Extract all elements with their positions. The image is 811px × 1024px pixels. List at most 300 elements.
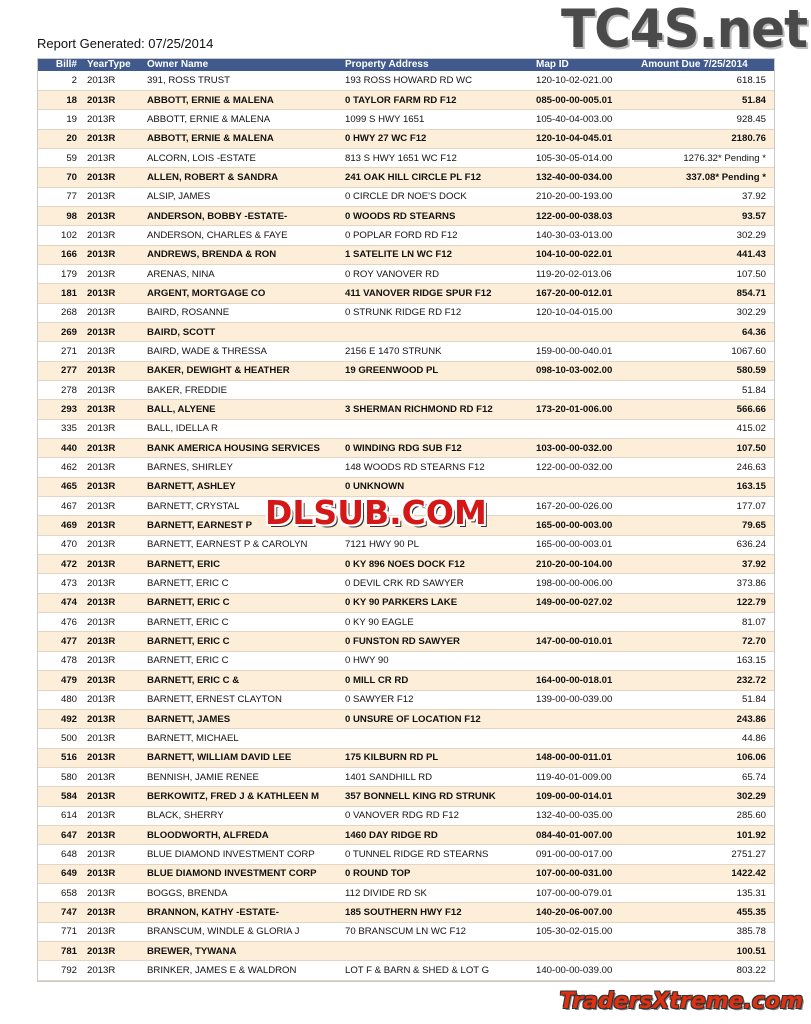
cell-year: 2013R [85, 110, 145, 129]
table-row [38, 555, 774, 574]
cell-bill: 278 [38, 381, 85, 400]
cell-amount-due: 415.02 [639, 419, 774, 438]
column-header-bill: Bill# [55, 59, 77, 70]
cell-address: 0 STRUNK RIDGE RD F12 [343, 303, 534, 322]
cell-address: 241 OAK HILL CIRCLE PL F12 [343, 168, 534, 187]
cell-year: 2013R [85, 651, 145, 670]
cell-amount-due: 373.86 [639, 574, 774, 593]
cell-map-id: 098-10-03-002.00 [534, 361, 639, 380]
cell-address: 112 DIVIDE RD SK [343, 883, 534, 902]
cell-address: 7121 HWY 90 PL [343, 535, 534, 554]
cell-year: 2013R [85, 825, 145, 844]
cell-amount-due: 1067.60 [639, 342, 774, 361]
cell-amount-due: 72.70 [639, 632, 774, 651]
table-row [38, 941, 774, 960]
cell-owner: BANK AMERICA HOUSING SERVICES [145, 439, 343, 458]
cell-owner: BARNETT, ERIC C & [145, 671, 343, 690]
tc4s-logo-watermark: TC4S.net [560, 0, 807, 60]
cell-map-id: 167-20-00-012.01 [534, 284, 639, 303]
cell-year: 2013R [85, 613, 145, 632]
table-row [38, 148, 774, 167]
cell-year: 2013R [85, 264, 145, 283]
cell-owner: ALCORN, LOIS -ESTATE [145, 148, 343, 167]
cell-year: 2013R [85, 226, 145, 245]
cell-owner: BOGGS, BRENDA [145, 883, 343, 902]
cell-amount-due: 37.92 [639, 187, 774, 206]
cell-bill: 747 [38, 903, 85, 922]
cell-bill: 335 [38, 419, 85, 438]
cell-amount-due: 337.08* Pending * [639, 168, 774, 187]
cell-year: 2013R [85, 806, 145, 825]
cell-address: 19 GREENWOOD PL [343, 361, 534, 380]
cell-bill: 269 [38, 322, 85, 341]
cell-map-id: 165-00-00-003.01 [534, 535, 639, 554]
cell-bill: 771 [38, 922, 85, 941]
cell-amount-due: 64.36 [639, 322, 774, 341]
cell-map-id [534, 709, 639, 728]
cell-amount-due: 44.86 [639, 729, 774, 748]
table-row [38, 806, 774, 825]
table-row [38, 303, 774, 322]
cell-bill: 614 [38, 806, 85, 825]
cell-amount-due: 1422.42 [639, 864, 774, 883]
table-row [38, 419, 774, 438]
cell-year: 2013R [85, 129, 145, 148]
cell-year: 2013R [85, 497, 145, 516]
cell-year: 2013R [85, 168, 145, 187]
cell-owner: BARNETT, EARNEST P & CAROLYN [145, 535, 343, 554]
cell-map-id: 120-10-02-021.00 [534, 71, 639, 90]
cell-owner: BLACK, SHERRY [145, 806, 343, 825]
cell-owner: BREWER, TYWANA [145, 941, 343, 960]
cell-bill: 20 [38, 129, 85, 148]
cell-year: 2013R [85, 381, 145, 400]
cell-owner: BRANNON, KATHY -ESTATE- [145, 903, 343, 922]
cell-bill: 166 [38, 245, 85, 264]
cell-owner: BARNETT, CRYSTAL [145, 497, 343, 516]
cell-map-id [534, 477, 639, 496]
cell-owner: BAIRD, SCOTT [145, 322, 343, 341]
cell-address: 0 KY 896 NOES DOCK F12 [343, 555, 534, 574]
cell-address: 0 MILL CR RD [343, 671, 534, 690]
cell-year: 2013R [85, 477, 145, 496]
cell-address: 148 WOODS RD STEARNS F12 [343, 458, 534, 477]
table-row [38, 961, 774, 980]
cell-year: 2013R [85, 245, 145, 264]
cell-map-id: 120-10-04-045.01 [534, 129, 639, 148]
cell-bill: 500 [38, 729, 85, 748]
cell-bill: 19 [38, 110, 85, 129]
cell-amount-due: 580.59 [639, 361, 774, 380]
cell-amount-due: 122.79 [639, 593, 774, 612]
cell-year: 2013R [85, 516, 145, 535]
cell-amount-due: 246.63 [639, 458, 774, 477]
cell-amount-due: 455.35 [639, 903, 774, 922]
cell-address: 0 UNSURE OF LOCATION F12 [343, 709, 534, 728]
cell-owner: ANDREWS, BRENDA & RON [145, 245, 343, 264]
table-row [38, 845, 774, 864]
cell-bill: 179 [38, 264, 85, 283]
cell-owner: 391, ROSS TRUST [145, 71, 343, 90]
cell-map-id: 103-00-00-032.00 [534, 439, 639, 458]
cell-address: 357 BONNELL KING RD STRUNK [343, 787, 534, 806]
cell-bill: 478 [38, 651, 85, 670]
cell-year: 2013R [85, 883, 145, 902]
table-row [38, 245, 774, 264]
cell-year: 2013R [85, 303, 145, 322]
table-row [38, 787, 774, 806]
cell-owner: ANDERSON, BOBBY -ESTATE- [145, 206, 343, 225]
table-row [38, 168, 774, 187]
cell-bill: 479 [38, 671, 85, 690]
cell-amount-due: 81.07 [639, 613, 774, 632]
cell-owner: BARNETT, ERIC C [145, 593, 343, 612]
cell-owner: ABBOTT, ERNIE & MALENA [145, 90, 343, 109]
column-header-amount-due: Amount Due 7/25/2014 [641, 59, 748, 70]
cell-bill: 18 [38, 90, 85, 109]
cell-address: 0 KY 90 PARKERS LAKE [343, 593, 534, 612]
cell-map-id: 149-00-00-027.02 [534, 593, 639, 612]
cell-address: 0 DEVIL CRK RD SAWYER [343, 574, 534, 593]
cell-bill: 649 [38, 864, 85, 883]
cell-owner: BARNETT, MICHAEL [145, 729, 343, 748]
cell-bill: 98 [38, 206, 85, 225]
table-row [38, 110, 774, 129]
column-header-owner: Owner Name [147, 59, 209, 70]
cell-map-id: 105-30-02-015.00 [534, 922, 639, 941]
cell-map-id: 140-30-03-013.00 [534, 226, 639, 245]
cell-address: 813 S HWY 1651 WC F12 [343, 148, 534, 167]
cell-bill: 467 [38, 497, 85, 516]
column-header-year: YearType [87, 59, 131, 70]
cell-owner: ARENAS, NINA [145, 264, 343, 283]
cell-map-id: 119-40-01-009.00 [534, 767, 639, 786]
cell-address: 0 WOODS RD STEARNS [343, 206, 534, 225]
cell-map-id: 147-00-00-010.01 [534, 632, 639, 651]
cell-bill: 473 [38, 574, 85, 593]
cell-amount-due: 51.84 [639, 90, 774, 109]
cell-address: 0 TAYLOR FARM RD F12 [343, 90, 534, 109]
cell-owner: ALLEN, ROBERT & SANDRA [145, 168, 343, 187]
cell-map-id [534, 613, 639, 632]
cell-year: 2013R [85, 284, 145, 303]
cell-year: 2013R [85, 148, 145, 167]
table-row [38, 361, 774, 380]
cell-address: 0 FUNSTON RD SAWYER [343, 632, 534, 651]
cell-year: 2013R [85, 671, 145, 690]
cell-address: 193 ROSS HOWARD RD WC [343, 71, 534, 90]
cell-bill: 584 [38, 787, 85, 806]
cell-bill: 781 [38, 941, 85, 960]
cell-map-id: 139-00-00-039.00 [534, 690, 639, 709]
cell-amount-due: 51.84 [639, 690, 774, 709]
cell-amount-due: 37.92 [639, 555, 774, 574]
cell-amount-due: 928.45 [639, 110, 774, 129]
cell-amount-due: 302.29 [639, 303, 774, 322]
cell-address: 3 SHERMAN RICHMOND RD F12 [343, 400, 534, 419]
cell-amount-due: 101.92 [639, 825, 774, 844]
cell-amount-due: 106.06 [639, 748, 774, 767]
table-row [38, 458, 774, 477]
cell-year: 2013R [85, 535, 145, 554]
table-row [38, 671, 774, 690]
cell-amount-due: 163.15 [639, 477, 774, 496]
cell-amount-due: 441.43 [639, 245, 774, 264]
cell-address [343, 322, 534, 341]
cell-amount-due: 854.71 [639, 284, 774, 303]
cell-amount-due: 566.66 [639, 400, 774, 419]
cell-bill: 293 [38, 400, 85, 419]
cell-owner: BAKER, FREDDIE [145, 381, 343, 400]
cell-map-id [534, 729, 639, 748]
cell-owner: BALL, IDELLA R [145, 419, 343, 438]
cell-owner: BARNETT, ERIC C [145, 651, 343, 670]
cell-map-id: 091-00-00-017.00 [534, 845, 639, 864]
report-generated-date: Report Generated: 07/25/2014 [37, 36, 214, 51]
cell-year: 2013R [85, 748, 145, 767]
cell-owner: BLOODWORTH, ALFREDA [145, 825, 343, 844]
table-row [38, 883, 774, 902]
cell-owner: BARNETT, JAMES [145, 709, 343, 728]
cell-address: 70 BRANSCUM LN WC F12 [343, 922, 534, 941]
cell-bill: 480 [38, 690, 85, 709]
cell-bill: 792 [38, 961, 85, 980]
cell-address: 0 UNKNOWN [343, 477, 534, 496]
cell-bill: 277 [38, 361, 85, 380]
cell-year: 2013R [85, 709, 145, 728]
cell-map-id: 164-00-00-018.01 [534, 671, 639, 690]
cell-owner: BARNES, SHIRLEY [145, 458, 343, 477]
table-row [38, 71, 774, 90]
cell-address [343, 941, 534, 960]
cell-owner: ARGENT, MORTGAGE CO [145, 284, 343, 303]
cell-year: 2013R [85, 342, 145, 361]
cell-year: 2013R [85, 845, 145, 864]
cell-bill: 648 [38, 845, 85, 864]
column-header-map-id: Map ID [536, 59, 569, 70]
cell-owner: ABBOTT, ERNIE & MALENA [145, 129, 343, 148]
table-row [38, 400, 774, 419]
cell-year: 2013R [85, 361, 145, 380]
cell-year: 2013R [85, 593, 145, 612]
cell-address: 411 VANOVER RIDGE SPUR F12 [343, 284, 534, 303]
cell-map-id: 120-10-04-015.00 [534, 303, 639, 322]
cell-map-id: 198-00-00-006.00 [534, 574, 639, 593]
cell-map-id: 173-20-01-006.00 [534, 400, 639, 419]
cell-map-id [534, 381, 639, 400]
cell-year: 2013R [85, 555, 145, 574]
cell-owner: ABBOTT, ERNIE & MALENA [145, 110, 343, 129]
cell-owner: BRINKER, JAMES E & WALDRON [145, 961, 343, 980]
table-row [38, 825, 774, 844]
cell-bill: 271 [38, 342, 85, 361]
cell-bill: 580 [38, 767, 85, 786]
cell-map-id: 105-40-04-003.00 [534, 110, 639, 129]
cell-map-id: 085-00-00-005.01 [534, 90, 639, 109]
cell-address: 0 TUNNEL RIDGE RD STEARNS [343, 845, 534, 864]
table-row [38, 651, 774, 670]
table-row [38, 90, 774, 109]
column-header-address: Property Address [345, 59, 429, 70]
cell-owner: BLUE DIAMOND INVESTMENT CORP [145, 845, 343, 864]
cell-year: 2013R [85, 690, 145, 709]
cell-owner: BENNISH, JAMIE RENEE [145, 767, 343, 786]
cell-map-id: 165-00-00-003.00 [534, 516, 639, 535]
cell-bill: 465 [38, 477, 85, 496]
cell-year: 2013R [85, 729, 145, 748]
cell-amount-due: 302.29 [639, 787, 774, 806]
cell-address [343, 381, 534, 400]
dlsub-watermark: DLSUB.COM [265, 493, 487, 532]
table-row [38, 264, 774, 283]
cell-year: 2013R [85, 767, 145, 786]
cell-amount-due: 135.31 [639, 883, 774, 902]
cell-amount-due: 2180.76 [639, 129, 774, 148]
cell-bill: 477 [38, 632, 85, 651]
cell-map-id: 140-00-00-039.00 [534, 961, 639, 980]
cell-year: 2013R [85, 632, 145, 651]
cell-owner: BAIRD, ROSANNE [145, 303, 343, 322]
cell-map-id [534, 651, 639, 670]
cell-bill: 59 [38, 148, 85, 167]
table-row [38, 767, 774, 786]
cell-amount-due: 163.15 [639, 651, 774, 670]
cell-bill: 102 [38, 226, 85, 245]
cell-year: 2013R [85, 90, 145, 109]
cell-bill: 462 [38, 458, 85, 477]
cell-map-id: 167-20-00-026.00 [534, 497, 639, 516]
cell-owner: BARNETT, ERIC C [145, 574, 343, 593]
cell-year: 2013R [85, 71, 145, 90]
table-row [38, 535, 774, 554]
cell-amount-due: 285.60 [639, 806, 774, 825]
table-row [38, 690, 774, 709]
cell-map-id: 084-40-01-007.00 [534, 825, 639, 844]
cell-address: 0 WINDING RDG SUB F12 [343, 439, 534, 458]
cell-year: 2013R [85, 961, 145, 980]
cell-address: 0 SAWYER F12 [343, 690, 534, 709]
table-row [38, 284, 774, 303]
cell-amount-due: 232.72 [639, 671, 774, 690]
cell-amount-due: 385.78 [639, 922, 774, 941]
cell-amount-due: 803.22 [639, 961, 774, 980]
cell-owner: BARNETT, ERIC C [145, 613, 343, 632]
cell-bill: 658 [38, 883, 85, 902]
cell-address: 1 SATELITE LN WC F12 [343, 245, 534, 264]
table-header [38, 59, 774, 71]
cell-address: 0 ROY VANOVER RD [343, 264, 534, 283]
cell-map-id [534, 419, 639, 438]
cell-map-id: 140-20-06-007.00 [534, 903, 639, 922]
cell-year: 2013R [85, 439, 145, 458]
cell-year: 2013R [85, 903, 145, 922]
cell-map-id: 210-20-00-193.00 [534, 187, 639, 206]
cell-map-id [534, 941, 639, 960]
table-row [38, 709, 774, 728]
cell-amount-due: 243.86 [639, 709, 774, 728]
cell-amount-due: 107.50 [639, 264, 774, 283]
cell-map-id: 122-00-00-032.00 [534, 458, 639, 477]
cell-amount-due: 302.29 [639, 226, 774, 245]
cell-address: 2156 E 1470 STRUNK [343, 342, 534, 361]
cell-address: 0 KY 90 EAGLE [343, 613, 534, 632]
table-row [38, 729, 774, 748]
tradersxtreme-watermark: TradersXtreme.com [559, 989, 803, 1014]
cell-owner: BARNETT, ERIC C [145, 632, 343, 651]
cell-year: 2013R [85, 400, 145, 419]
cell-address: 175 KILBURN RD PL [343, 748, 534, 767]
cell-map-id: 159-00-00-040.01 [534, 342, 639, 361]
cell-address: 1401 SANDHILL RD [343, 767, 534, 786]
table-row [38, 922, 774, 941]
cell-address: LOT F & BARN & SHED & LOT G [343, 961, 534, 980]
cell-bill: 647 [38, 825, 85, 844]
cell-owner: BALL, ALYENE [145, 400, 343, 419]
cell-owner: BERKOWITZ, FRED J & KATHLEEN M [145, 787, 343, 806]
cell-amount-due: 51.84 [639, 381, 774, 400]
cell-year: 2013R [85, 941, 145, 960]
cell-address: 0 POPLAR FORD RD F12 [343, 226, 534, 245]
cell-map-id: 122-00-00-038.03 [534, 206, 639, 225]
cell-map-id [534, 322, 639, 341]
cell-bill: 2 [38, 71, 85, 90]
cell-bill: 516 [38, 748, 85, 767]
cell-owner: BARNETT, ERIC [145, 555, 343, 574]
cell-address [343, 729, 534, 748]
cell-bill: 77 [38, 187, 85, 206]
table-row [38, 206, 774, 225]
cell-address: 185 SOUTHERN HWY F12 [343, 903, 534, 922]
cell-address: 0 VANOVER RDG RD F12 [343, 806, 534, 825]
cell-owner: BRANSCUM, WINDLE & GLORIA J [145, 922, 343, 941]
cell-owner: ANDERSON, CHARLES & FAYE [145, 226, 343, 245]
cell-map-id: 132-40-00-035.00 [534, 806, 639, 825]
cell-address: 0 ROUND TOP [343, 864, 534, 883]
cell-bill: 492 [38, 709, 85, 728]
table-row [38, 226, 774, 245]
cell-year: 2013R [85, 458, 145, 477]
cell-bill: 70 [38, 168, 85, 187]
cell-map-id: 105-30-05-014.00 [534, 148, 639, 167]
table-row [38, 613, 774, 632]
cell-bill: 181 [38, 284, 85, 303]
cell-year: 2013R [85, 322, 145, 341]
cell-bill: 476 [38, 613, 85, 632]
cell-year: 2013R [85, 206, 145, 225]
table-row [38, 439, 774, 458]
cell-owner: BARNETT, WILLIAM DAVID LEE [145, 748, 343, 767]
cell-bill: 472 [38, 555, 85, 574]
cell-map-id: 107-00-00-031.00 [534, 864, 639, 883]
cell-amount-due: 1276.32* Pending * [639, 148, 774, 167]
cell-amount-due: 100.51 [639, 941, 774, 960]
cell-bill: 440 [38, 439, 85, 458]
table-row [38, 187, 774, 206]
cell-address [343, 419, 534, 438]
cell-address: 0 HWY 90 [343, 651, 534, 670]
cell-map-id: 109-00-00-014.01 [534, 787, 639, 806]
table-row [38, 381, 774, 400]
cell-year: 2013R [85, 187, 145, 206]
table-row [38, 903, 774, 922]
cell-owner: BARNETT, ERNEST CLAYTON [145, 690, 343, 709]
cell-address: 0 HWY 27 WC F12 [343, 129, 534, 148]
cell-bill: 469 [38, 516, 85, 535]
cell-amount-due: 177.07 [639, 497, 774, 516]
cell-owner: BAIRD, WADE & THRESSA [145, 342, 343, 361]
table-row [38, 632, 774, 651]
table-row [38, 864, 774, 883]
